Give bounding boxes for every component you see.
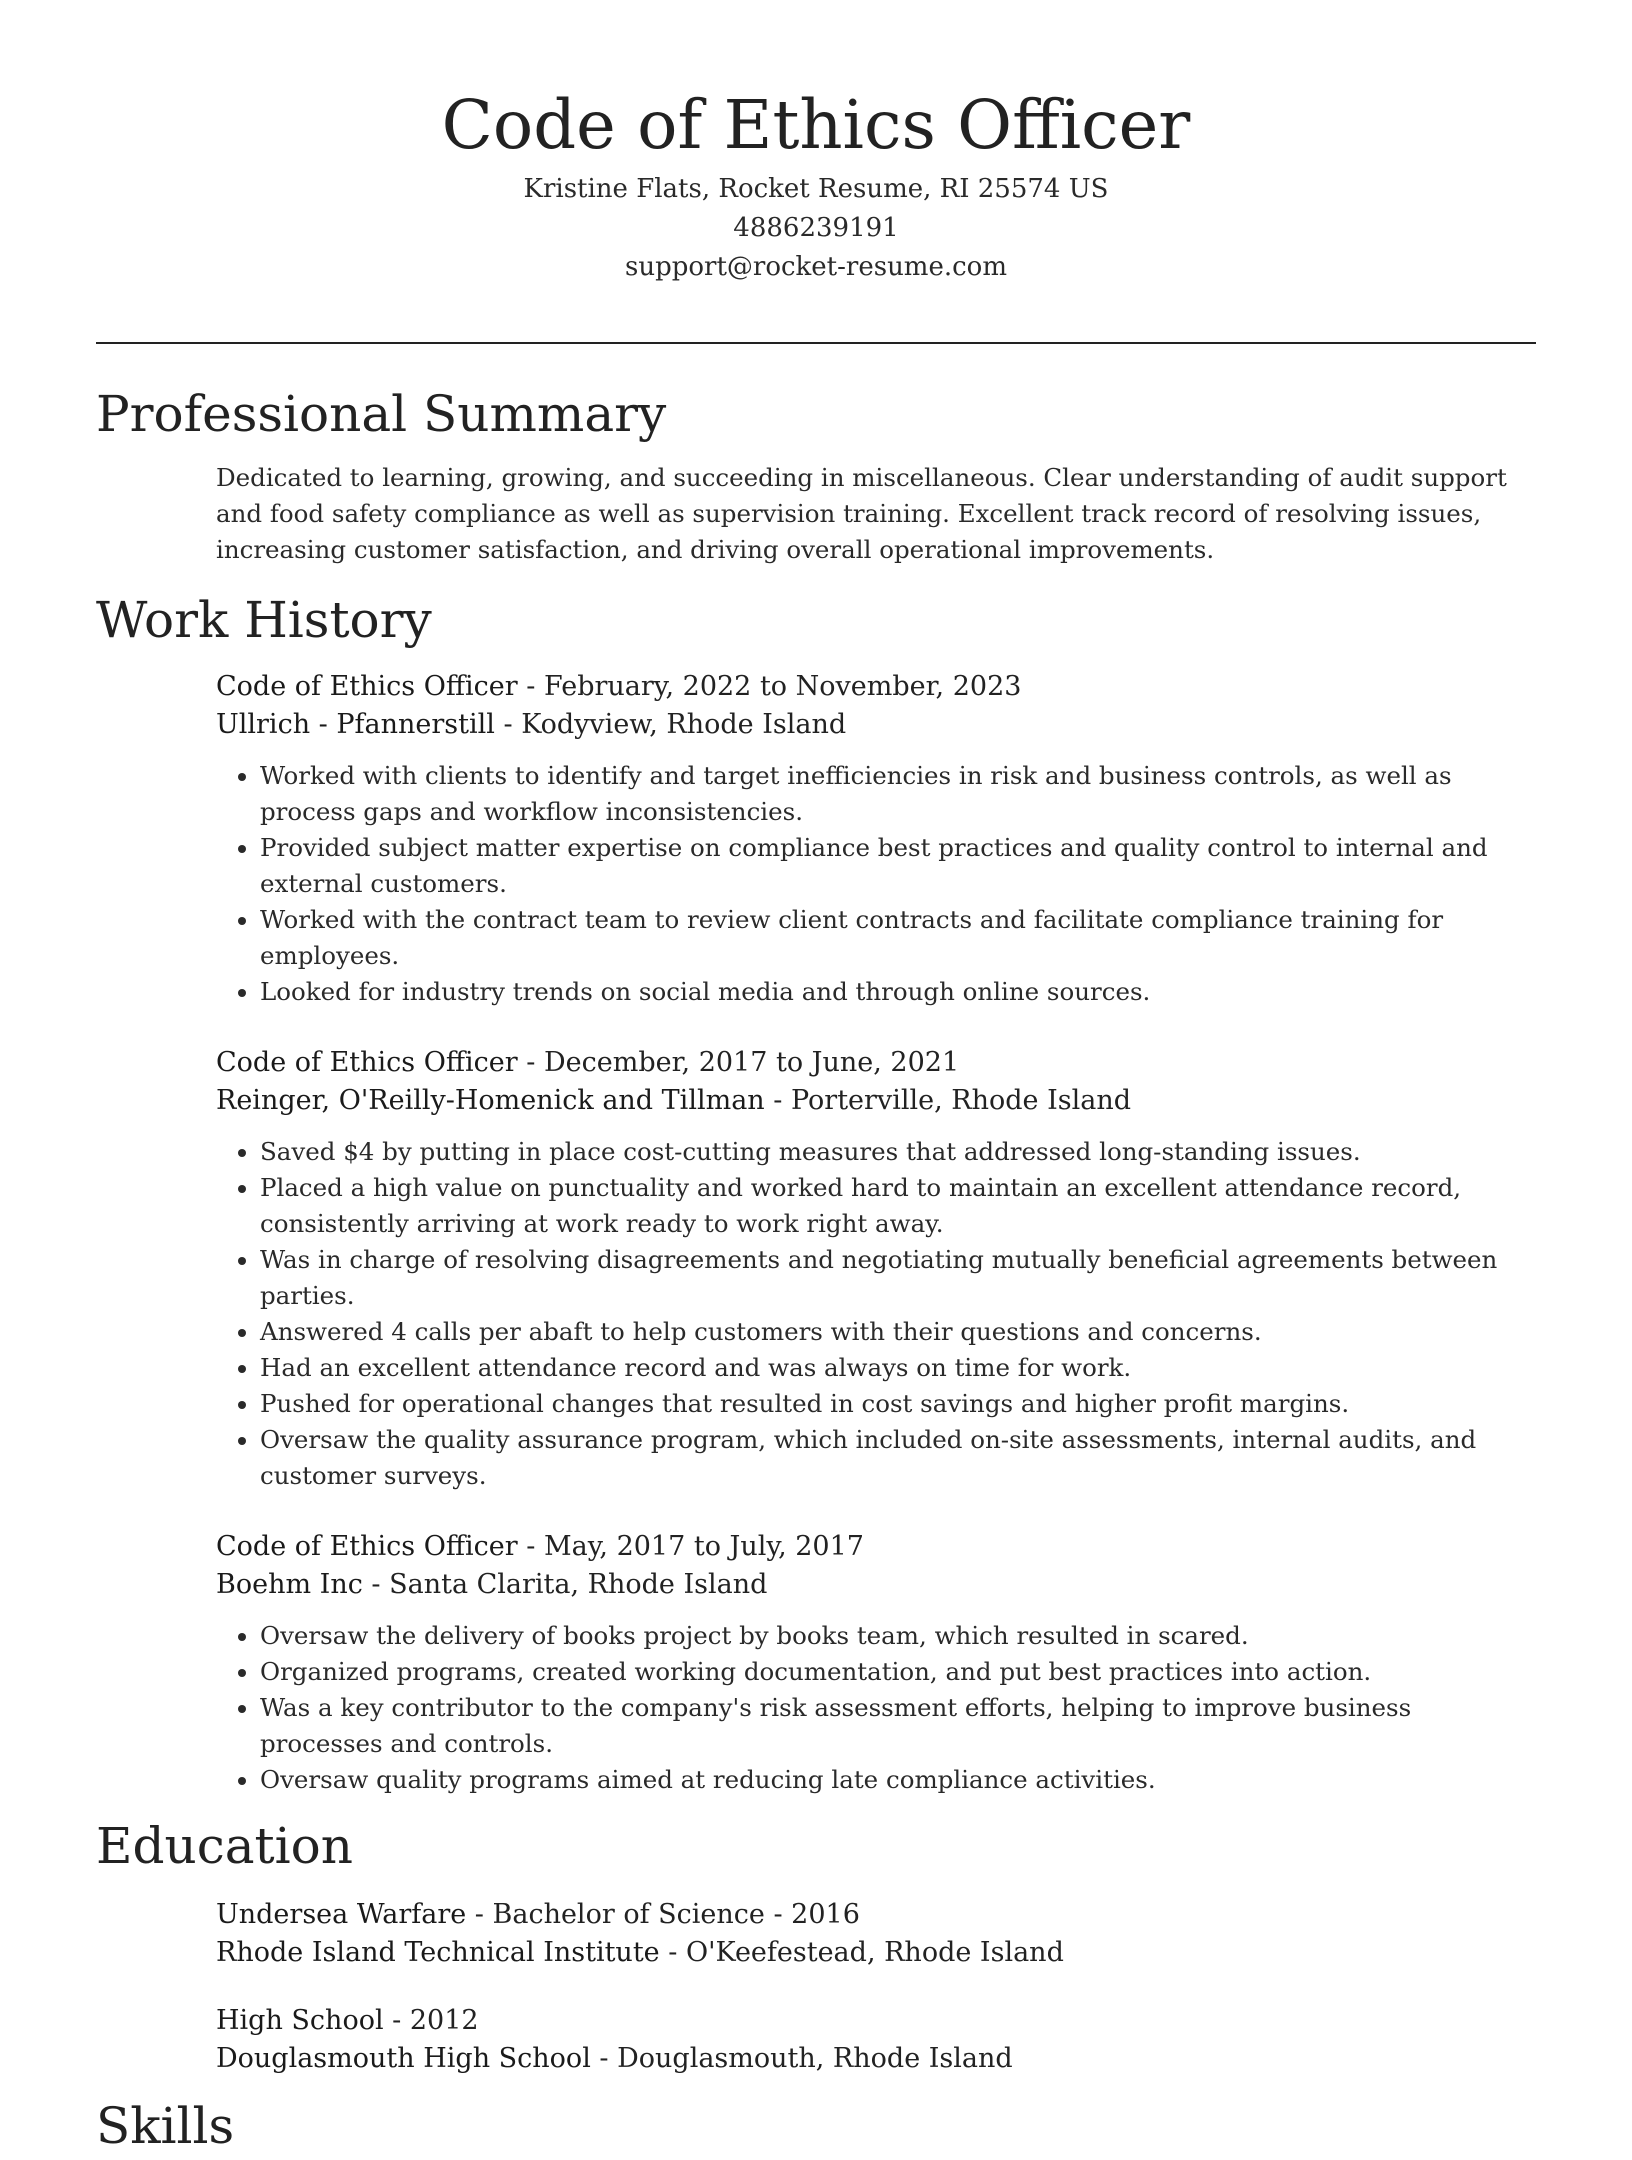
job-company-line: [216, 1566, 1536, 1604]
job-bullets: [216, 1134, 1536, 1494]
job-role: Code of Ethics Officer: [216, 1047, 518, 1078]
job-bullet: • Oversaw quality programs aimed at reducing late compliance activities.: [260, 1762, 1536, 1798]
job-bullet: • Placed a high value on punctuality and worked hard to maintain an excellent attendance record, consistently arriving at work ready to work right away.: [260, 1170, 1536, 1242]
education-school: Douglasmouth High School: [216, 2043, 591, 2074]
job-role: Code of Ethics Officer: [216, 1531, 518, 1562]
resume-header: [96, 80, 1536, 287]
job-bullets: [216, 1618, 1536, 1798]
job-bullet: • Saved $4 by putting in place cost-cutting measures that addressed long-standing issues.: [260, 1134, 1536, 1170]
job-title-line: [216, 668, 1536, 706]
summary-text: Dedicated to learning, growing, and succeeding in miscellaneous. Clear understanding of audit support and food safety compliance as well as supervision training. Excellent track record of resolving issues, increasing customer satisfaction, and driving overall operational improvements.: [216, 463, 1507, 564]
job-title-line: [216, 1044, 1536, 1082]
job-bullet: • Worked with clients to identify and target inefficiencies in risk and business controls, as well as process gaps and workflow inconsistencies.: [260, 758, 1536, 830]
summary-heading: Professional Summary: [96, 385, 667, 443]
education-location: - Douglasmouth, Rhode Island: [590, 2043, 1013, 2074]
job-company: Ullrich - Pfannerstill: [216, 709, 495, 740]
job-bullet: • Oversaw the quality assurance program, which included on-site assessments, internal audits, and customer surveys.: [260, 1422, 1536, 1494]
job-bullet: • Was in charge of resolving disagreements and negotiating mutually beneficial agreements between parties.: [260, 1242, 1536, 1314]
education-school: Rhode Island Technical Institute: [216, 1937, 660, 1968]
job-location: - Porterville, Rhode Island: [764, 1085, 1131, 1116]
job-dates: - December, 2017 to June, 2021: [517, 1047, 960, 1078]
education-entry: [216, 1896, 1536, 1972]
education-degree-year: - Bachelor of Science - 2016: [466, 1899, 860, 1930]
job-bullet: • Had an excellent attendance record and was always on time for work.: [260, 1350, 1536, 1386]
contact-email: support@rocket-resume.com: [624, 252, 1007, 282]
job-location: - Kodyview, Rhode Island: [494, 709, 847, 740]
contact-address: Kristine Flats, Rocket Resume, RI 25574 US: [523, 174, 1109, 204]
job-dates: - February, 2022 to November, 2023: [517, 671, 1022, 702]
header-divider: [96, 342, 1536, 344]
education-entry: [216, 2002, 1536, 2078]
education-school-line: [216, 2040, 1536, 2078]
job-title-line: [216, 1528, 1536, 1566]
job-bullet: • Provided subject matter expertise on compliance best practices and quality control to internal and external customers.: [260, 830, 1536, 902]
education-field: Undersea Warfare: [216, 1899, 467, 1930]
resume-content: [96, 380, 1536, 2160]
job-bullet: • Was a key contributor to the company's risk assessment efforts, helping to improve business processes and controls.: [260, 1690, 1536, 1762]
education-heading: Education: [96, 1817, 353, 1875]
education-location: - O'Keefestead, Rhode Island: [659, 1937, 1064, 1968]
job-entry: [216, 1044, 1536, 1494]
education-field: High School: [216, 2005, 384, 2036]
education-degree-year: - 2012: [383, 2005, 479, 2036]
job-entry: [216, 1528, 1536, 1798]
job-company-line: [216, 706, 1536, 744]
job-bullet: • Looked for industry trends on social media and through online sources.: [260, 974, 1536, 1010]
skills-heading: Skills: [96, 2097, 235, 2155]
job-location: - Santa Clarita, Rhode Island: [362, 1569, 768, 1600]
job-bullets: [216, 758, 1536, 1010]
job-bullet: • Oversaw the delivery of books project by books team, which resulted in scared.: [260, 1618, 1536, 1654]
job-bullet: • Answered 4 calls per abaft to help customers with their questions and concerns.: [260, 1314, 1536, 1350]
education-school-line: [216, 1934, 1536, 1972]
job-bullet: • Pushed for operational changes that resulted in cost savings and higher profit margins.: [260, 1386, 1536, 1422]
job-entry: [216, 668, 1536, 1010]
job-dates: - May, 2017 to July, 2017: [517, 1531, 864, 1562]
job-bullet: • Worked with the contract team to review client contracts and facilitate compliance training for employees.: [260, 902, 1536, 974]
job-role: Code of Ethics Officer: [216, 671, 518, 702]
contact-phone: 4886239191: [733, 213, 899, 243]
candidate-name: Code of Ethics Officer: [441, 86, 1191, 164]
education-degree-line: [216, 2002, 1536, 2040]
work-history-heading: Work History: [96, 591, 432, 649]
job-company: Boehm Inc: [216, 1569, 363, 1600]
job-company: Reinger, O'Reilly-Homenick and Tillman: [216, 1085, 765, 1116]
job-company-line: [216, 1082, 1536, 1120]
education-degree-line: [216, 1896, 1536, 1934]
job-bullet: • Organized programs, created working documentation, and put best practices into action.: [260, 1654, 1536, 1690]
